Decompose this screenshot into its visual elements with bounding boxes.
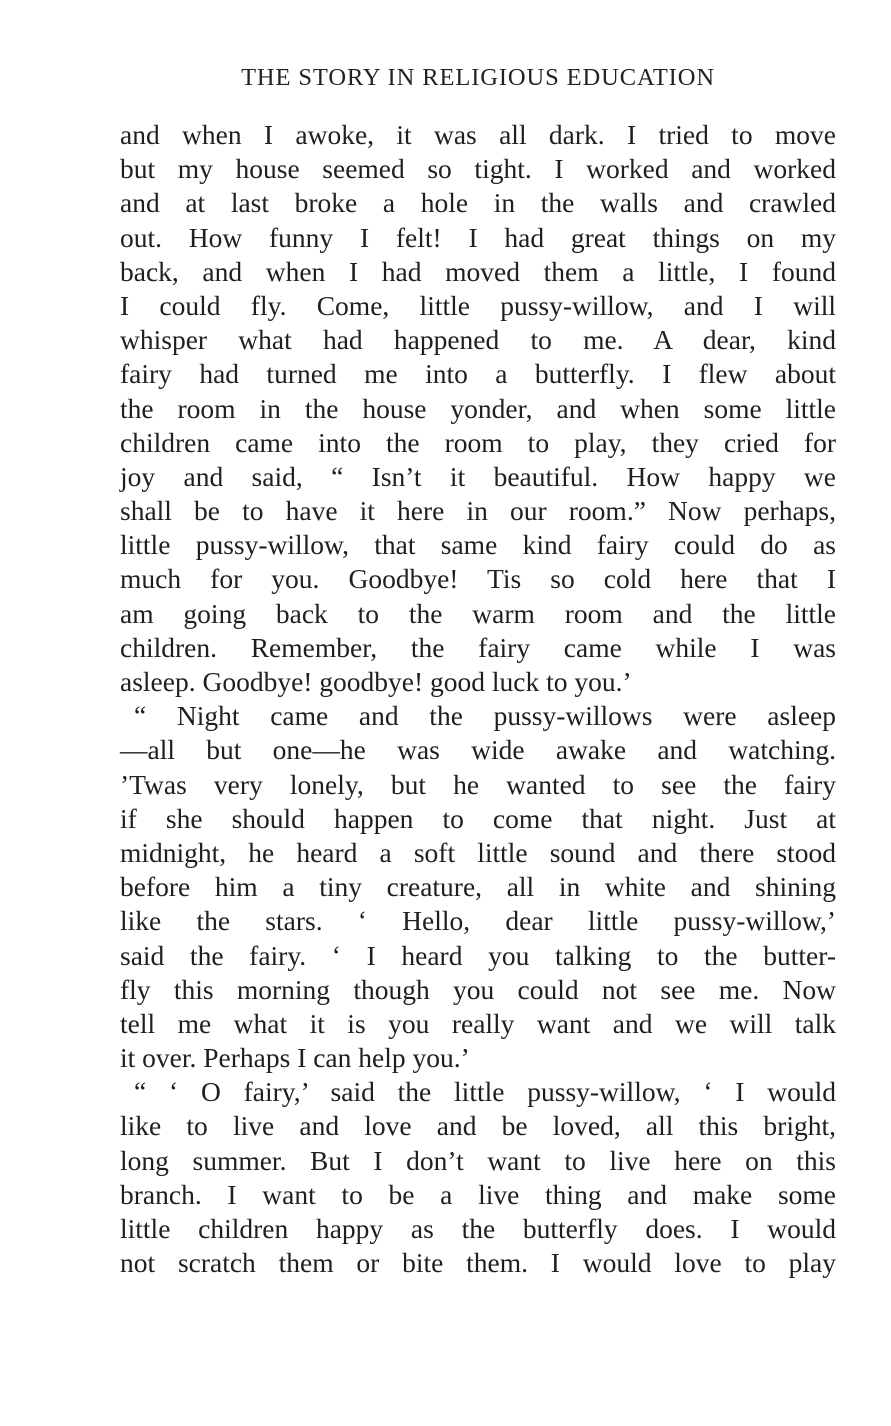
text-line: am going back to the warm room and the little xyxy=(120,597,836,629)
text-line: and when I awoke, it was all dark. I tried to move xyxy=(120,119,836,150)
text-body xyxy=(120,118,836,1280)
text-line: shall be to have it here in our room.” Now perhaps, xyxy=(120,495,836,527)
text-line: midnight, he heard a soft little sound and there stood xyxy=(120,836,836,868)
text-line: but my house seemed so tight. I worked and worked xyxy=(120,153,836,185)
running-head: THE STORY IN RELIGIOUS EDUCATION xyxy=(241,64,715,91)
text-line: —all but one—he was wide awake and watching. xyxy=(120,734,836,766)
text-line: long summer. But I don’t want to live here on this xyxy=(120,1144,836,1176)
text-line: little pussy-willow, that same kind fairy could do as xyxy=(120,529,836,561)
text-line: ’Twas very lonely, but he wanted to see the fairy xyxy=(120,768,836,800)
paragraph xyxy=(120,1075,836,1280)
text-line: out. How funny I felt! I had great things on my xyxy=(120,221,836,253)
text-line: whisper what had happened to me. A dear, kind xyxy=(120,324,836,356)
text-line: before him a tiny creature, all in white and shining xyxy=(120,871,836,903)
text-line: fairy had turned me into a butterfly. I flew about xyxy=(120,358,836,390)
text-line: “ Night came and the pussy-willows were asleep xyxy=(134,700,836,732)
text-line: joy and said, “ Isn’t it beautiful. How happy we xyxy=(120,460,836,492)
text-line: I could fly. Come, little pussy-willow, and I will xyxy=(120,289,836,321)
text-line: asleep. Goodbye! goodbye! good luck to you.’ xyxy=(120,666,632,697)
text-line: not scratch them or bite them. I would love to play xyxy=(120,1247,836,1279)
text-line: branch. I want to be a live thing and make some xyxy=(120,1178,836,1210)
text-line: if she should happen to come that night. Just at xyxy=(120,802,836,834)
text-line: and at last broke a hole in the walls and crawled xyxy=(120,187,836,219)
text-line: said the fairy. ‘ I heard you talking to the butter- xyxy=(120,939,836,971)
text-line: the room in the house yonder, and when some little xyxy=(120,392,836,424)
text-line: back, and when I had moved them a little, I found xyxy=(120,255,836,287)
text-line: “ ‘ O fairy,’ said the little pussy-willow, ‘ I would xyxy=(134,1076,836,1108)
paragraph xyxy=(120,699,836,1075)
text-line: like the stars. ‘ Hello, dear little pussy-willow,’ xyxy=(120,905,836,937)
text-line: like to live and love and be loved, all this bright, xyxy=(120,1110,836,1142)
paragraph xyxy=(120,118,836,699)
text-line: children. Remember, the fairy came while I was xyxy=(120,631,836,663)
book-page xyxy=(120,58,836,1280)
text-line: much for you. Goodbye! Tis so cold here that I xyxy=(120,563,836,595)
text-line: children came into the room to play, they cried for xyxy=(120,426,836,458)
text-line: fly this morning though you could not see me. Now xyxy=(120,973,836,1005)
text-line: it over. Perhaps I can help you.’ xyxy=(120,1042,470,1074)
text-line: tell me what it is you really want and we will talk xyxy=(120,1007,836,1039)
text-line: little children happy as the butterfly does. I would xyxy=(120,1213,836,1244)
